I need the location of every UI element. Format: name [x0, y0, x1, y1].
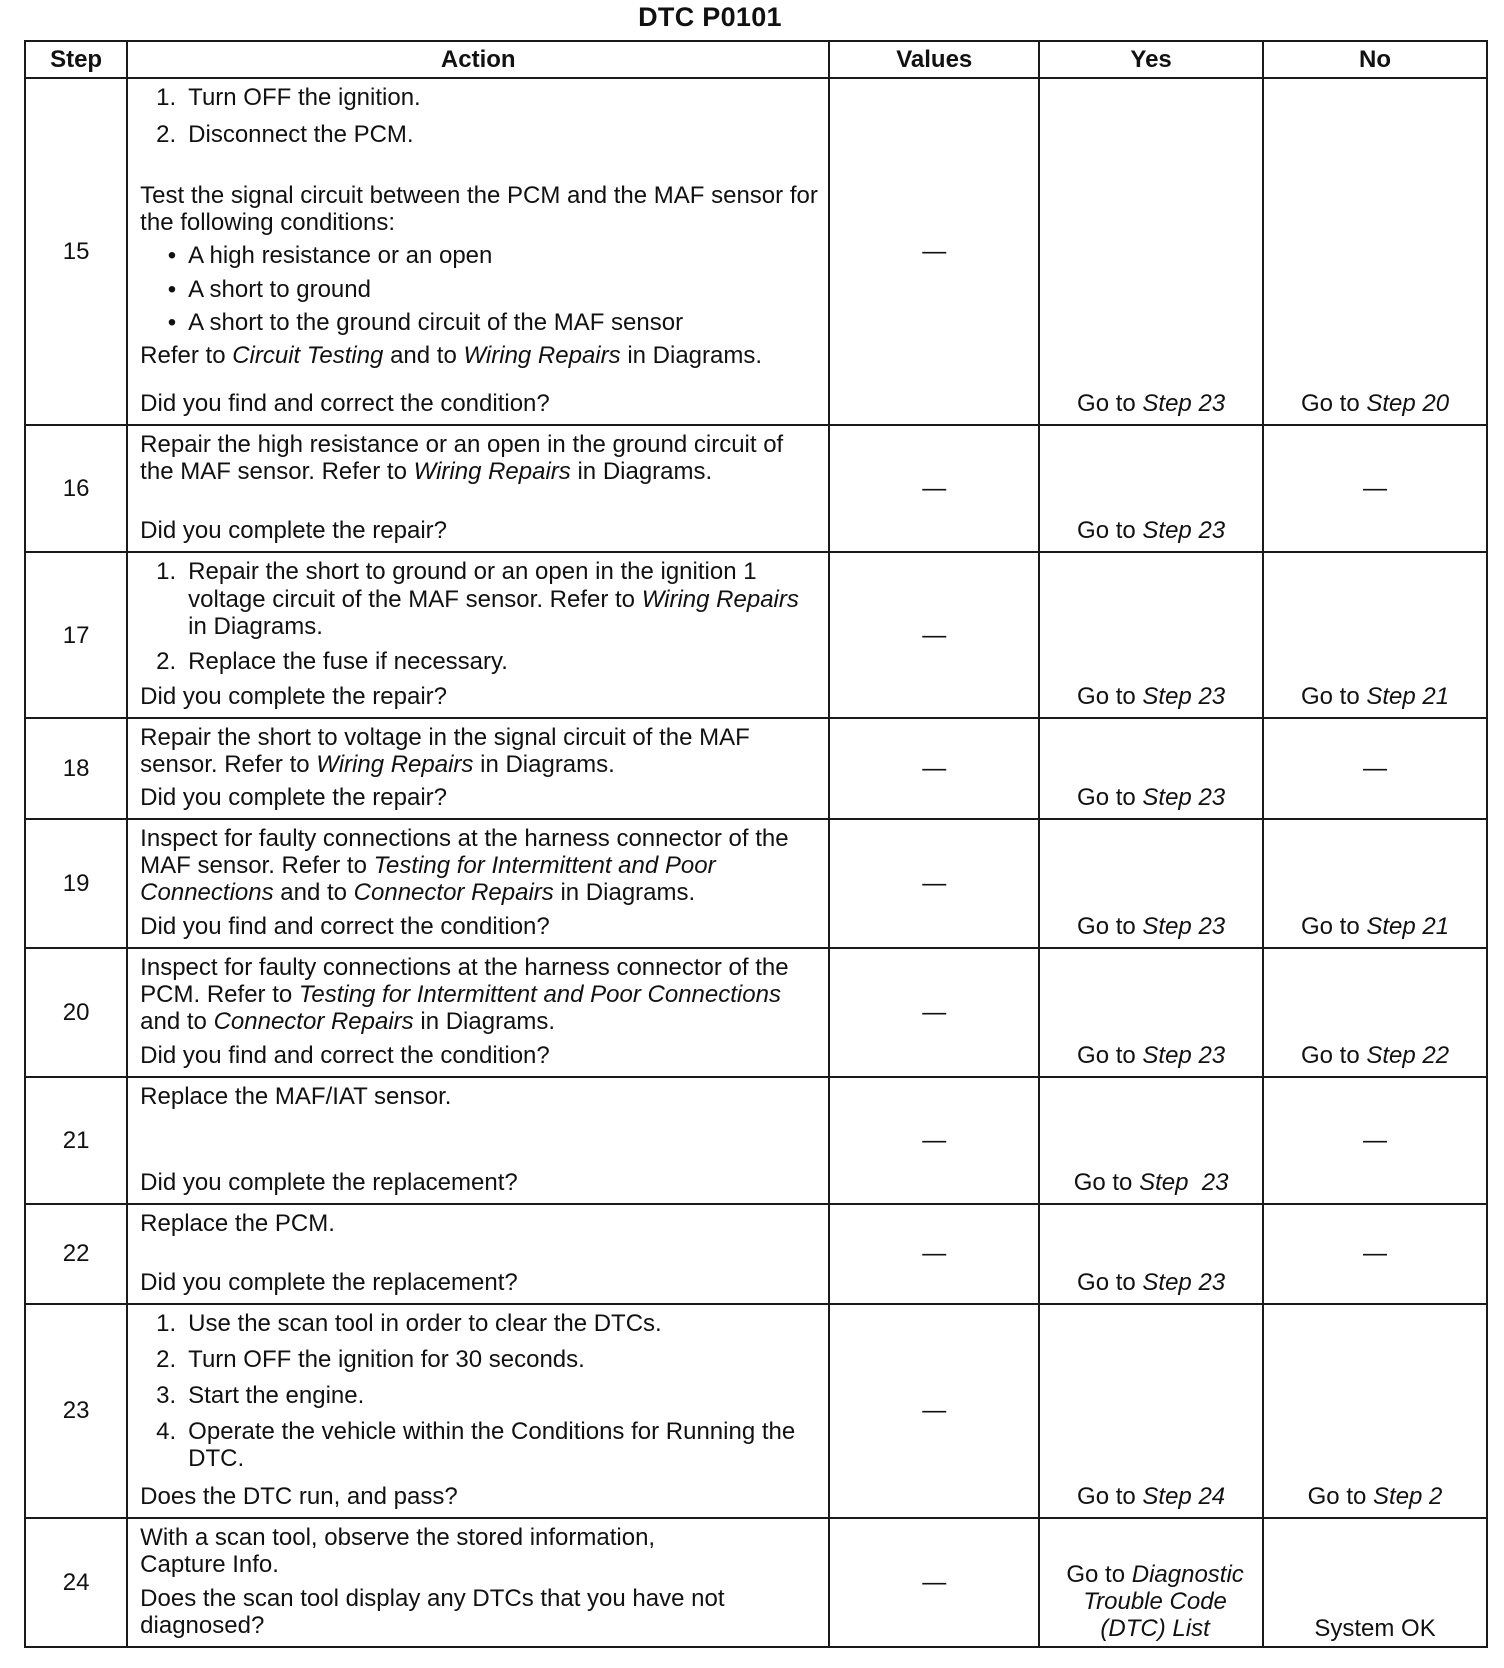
header-yes: Yes [1039, 41, 1263, 78]
action-text: Operate the vehicle within the Conditions for Running the DTC. [188, 1418, 796, 1473]
action-cell [127, 1204, 829, 1304]
yes-cell: Go to Step 24 [1039, 1304, 1263, 1518]
yes-cell: Go to Step 23 [1039, 1077, 1263, 1204]
action-cell: 1. Use the scan tool in order to clear the DTCs. 2. Turn OFF the ignition for 30 seconds. 3. Start the engine. 4. Operate the vehicle within the Conditions for Running the DTC. Does the DTC run, and pass? [127, 1304, 829, 1518]
action-text: With a scan tool, observe the stored information, Capture Info. [140, 1524, 656, 1579]
table-row [25, 819, 1487, 948]
values-cell: — [829, 819, 1039, 948]
action-text: in Diagrams. [480, 751, 615, 779]
table-row [25, 1518, 1487, 1647]
table-row [25, 425, 1487, 552]
question-text: Did you find and correct the condition? [140, 912, 550, 940]
no-cell: — [1263, 1077, 1487, 1204]
step-number: 15 [25, 78, 127, 425]
yes-cell: Go to Diagnostic Trouble Code (DTC) List [1039, 1518, 1263, 1647]
table-row [25, 1304, 1487, 1518]
yes-cell: Go to Step 23 [1039, 552, 1263, 718]
yes-cell: Go to Step 23 [1039, 819, 1263, 948]
reference-link-text: Wiring Repairs [463, 341, 621, 369]
question-text: Did you find and correct the condition? [140, 390, 550, 418]
action-text: Repair the short to voltage in the signal circuit of the MAF sensor. Refer to [140, 724, 750, 779]
reference-link-text: Wiring Repairs [641, 585, 799, 613]
question-text: Does the DTC run, and pass? [140, 1483, 458, 1511]
action-cell: 1. Turn OFF the ignition. 2. Disconnect the PCM. Test the signal circuit between the PCM and the MAF sensor for the following conditions: • A high resistance or an open • A short to ground • A short to the ground circuit of the MAF sensor Refer to Circuit Testing and to Wiring Repairs in Diagrams. Did you find and correct the condition? [127, 78, 829, 425]
action-text: Replace the fuse if necessary. [188, 647, 508, 675]
action-text: and to [280, 879, 347, 907]
action-text: Repair the high resistance or an open in the ground circuit of the MAF sensor. Refer to [140, 431, 784, 486]
reference-link-text: Wiring Repairs [316, 751, 474, 779]
action-text: Use the scan tool in order to clear the DTCs. [188, 1309, 662, 1337]
table-row [25, 78, 1487, 425]
values-cell: — [829, 948, 1039, 1077]
action-cell: 1. Repair the short to ground or an open in the ignition 1 voltage circuit of the MAF sensor. Refer to Wiring Repairs in Diagrams. 2. Replace the fuse if necessary. Did you complete the repair? [127, 552, 829, 718]
yes-cell: Go to Step 23 [1039, 78, 1263, 425]
bullet-text: A short to the ground circuit of the MAF sensor [188, 308, 684, 336]
step-number: 21 [25, 1077, 127, 1204]
reference-link-text: Testing for Intermittent and Poor Connections [140, 852, 716, 907]
step-number: 18 [25, 718, 127, 819]
header-no: No [1263, 41, 1487, 78]
header-step: Step [25, 41, 127, 78]
no-cell: Go to Step 2 [1263, 1304, 1487, 1518]
header-values: Values [829, 41, 1039, 78]
action-text: Turn OFF the ignition for 30 seconds. [188, 1346, 585, 1374]
action-cell [127, 425, 829, 552]
no-cell: System OK [1263, 1518, 1487, 1647]
step-number: 22 [25, 1204, 127, 1304]
values-cell: — [829, 1077, 1039, 1204]
values-cell: — [829, 1304, 1039, 1518]
question-text: Did you find and correct the condition? [140, 1041, 550, 1069]
step-number: 16 [25, 425, 127, 552]
action-text: Test the signal circuit between the PCM and the MAF sensor for the following conditions: [140, 182, 818, 237]
page-title: DTC P0101 [638, 2, 782, 32]
question-text: Did you complete the repair? [140, 517, 448, 545]
table-row [25, 1204, 1487, 1304]
table-row [25, 718, 1487, 819]
table-row [25, 552, 1487, 718]
action-text: Replace the MAF/IAT sensor. [140, 1082, 452, 1110]
action-text: in Diagrams. [560, 879, 696, 907]
reference-link-text: Testing for Intermittent and Poor Connections [298, 981, 781, 1009]
step-number: 24 [25, 1518, 127, 1647]
action-text: Turn OFF the ignition. [188, 84, 421, 111]
action-text: Disconnect the PCM. [188, 121, 414, 149]
no-cell: Go to Step 21 [1263, 552, 1487, 718]
step-number: 23 [25, 1304, 127, 1518]
no-cell: Go to Step 20 [1263, 78, 1487, 425]
values-cell: — [829, 718, 1039, 819]
step-number: 20 [25, 948, 127, 1077]
reference-link-text: Connector Repairs [213, 1008, 414, 1036]
header-action: Action [127, 41, 829, 78]
step-number: 17 [25, 552, 127, 718]
action-text: and to [390, 341, 457, 369]
action-text: Start the engine. [188, 1382, 365, 1410]
no-cell: — [1263, 425, 1487, 552]
values-cell: — [829, 425, 1039, 552]
diagnostic-table [24, 40, 1488, 1648]
values-cell: — [829, 552, 1039, 718]
reference-link-text: Wiring Repairs [413, 458, 571, 486]
no-cell: Go to Step 22 [1263, 948, 1487, 1077]
question-text: Did you complete the replacement? [140, 1168, 518, 1196]
question-text: Did you complete the repair? [140, 784, 448, 812]
action-cell [127, 819, 829, 948]
action-text: Inspect for faulty connections at the harness connector of the MAF sensor. Refer to [140, 825, 789, 880]
yes-cell: Go to Step 23 [1039, 425, 1263, 552]
question-text: Did you complete the repair? [140, 683, 448, 711]
bullet-text: A short to ground [188, 275, 371, 303]
values-cell: — [829, 1518, 1039, 1647]
yes-cell: Go to Step 23 [1039, 948, 1263, 1077]
no-cell: Go to Step 21 [1263, 819, 1487, 948]
reference-link-text: Circuit Testing [232, 341, 384, 369]
action-text: in Diagrams. [627, 341, 763, 369]
no-cell: — [1263, 718, 1487, 819]
question-text: Did you complete the replacement? [140, 1268, 518, 1296]
action-text: Repair the short to ground or an open in the ignition 1 voltage circuit of the MAF sensor. Refer to [188, 558, 757, 613]
yes-cell: Go to Step 23 [1039, 1204, 1263, 1304]
reference-link-text: Connector Repairs [353, 879, 554, 907]
action-text: Inspect for faulty connections at the harness connector of the PCM. Refer to [140, 953, 789, 1009]
action-text: in Diagrams. [577, 458, 713, 486]
action-text: and to [140, 1008, 207, 1036]
table-row [25, 1077, 1487, 1204]
no-cell: — [1263, 1204, 1487, 1304]
step-number: 19 [25, 819, 127, 948]
table-row [25, 948, 1487, 1077]
yes-cell: Go to Step 23 [1039, 718, 1263, 819]
values-cell: — [829, 78, 1039, 425]
table-header-row [25, 41, 1487, 78]
action-text: Refer to [140, 341, 226, 369]
action-text: in Diagrams. [420, 1008, 556, 1036]
action-cell [127, 718, 829, 819]
action-text: Replace the PCM. [140, 1210, 335, 1237]
action-cell [127, 1518, 829, 1647]
question-text: Does the scan tool display any DTCs that you have not diagnosed? [140, 1584, 725, 1639]
action-cell [127, 948, 829, 1077]
action-cell [127, 1077, 829, 1204]
bullet-text: A high resistance or an open [188, 242, 493, 270]
action-text: in Diagrams. [188, 612, 323, 640]
values-cell: — [829, 1204, 1039, 1304]
